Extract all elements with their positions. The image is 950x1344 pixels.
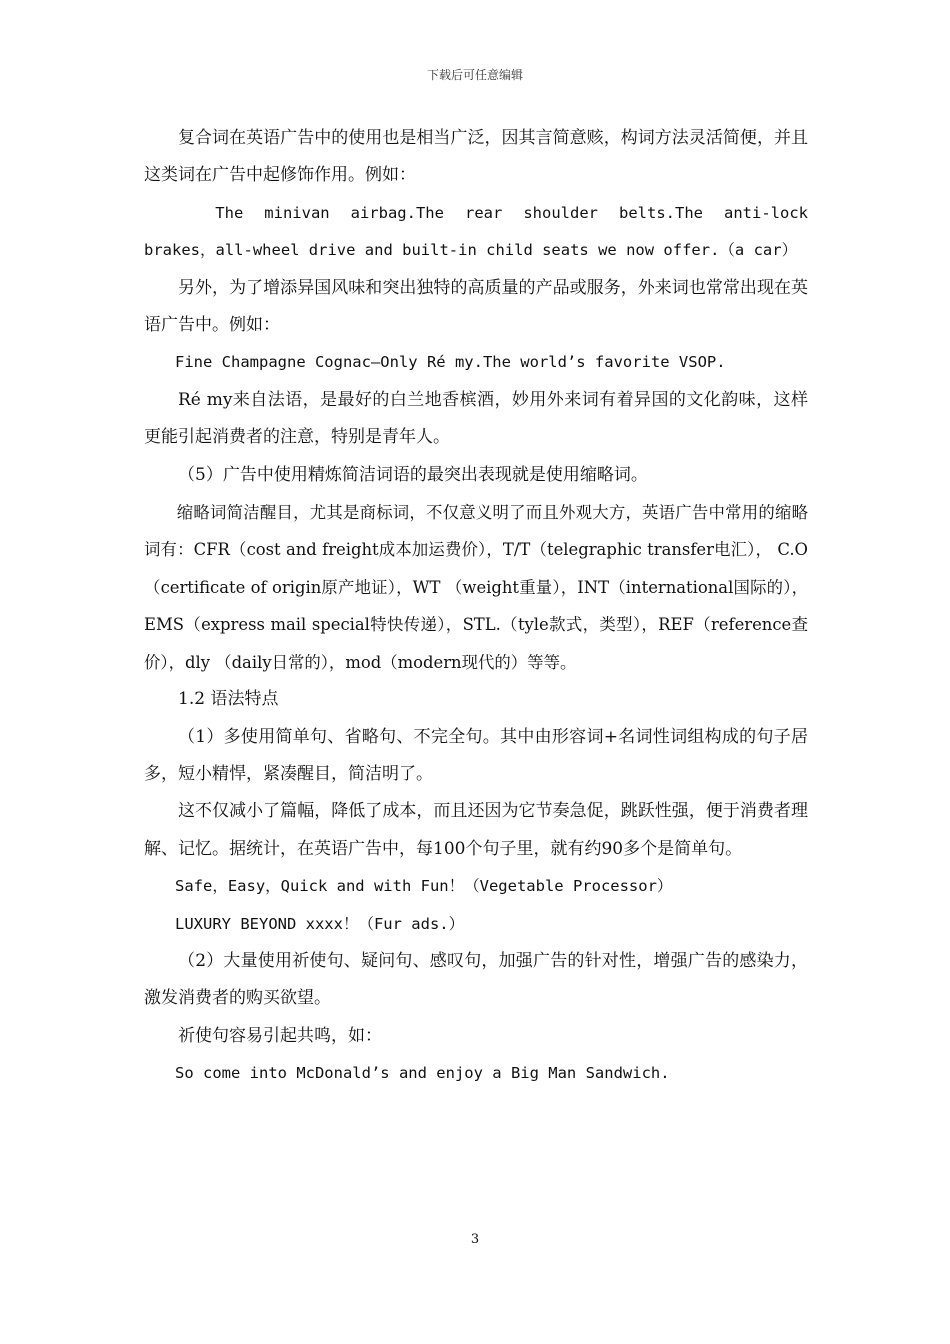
- paragraph-abbreviations-intro: （5）广告中使用精炼简洁词语的最突出表现就是使用缩略词。: [178, 464, 648, 485]
- section-heading-grammar: 1.2 语法特点: [178, 689, 279, 710]
- paragraph-abbreviations-list: 缩略词简洁醒目，尤其是商标词，不仅意义明了而且外观大方，英语广告中常用的缩略词有：CFR（cost and freight成本加运费价），T/T（telegraphic transfer电汇）， C.O（certificate of origin原产地证），WT （weight重量），INT（international国际的）， EMS（express mail special特快传递），STL.（tyle款式，类型），REF（reference查价），dly （daily日常的），mod（modern现代的）等等。: [144, 503, 808, 672]
- paragraph-compound-words: 复合词在英语广告中的使用也是相当广泛，因其言简意赅，构词方法灵活简便，并且这类词在广告中起修饰作用。例如：: [144, 128, 808, 186]
- document-body: [144, 120, 808, 1093]
- paragraph-remy: Ré my来自法语，是最好的白兰地香槟酒，妙用外来词有着异国的文化韵味，这样更能引起消费者的注意，特别是青年人。: [144, 389, 808, 448]
- example-cognac: Fine Champagne Cognac—Only Ré my.The world’s favorite VSOP.: [175, 353, 726, 372]
- paragraph-imperative-example-intro: 祈使句容易引起共鸣，如：: [178, 1025, 382, 1046]
- example-vegetable-processor: Safe，Easy，Quick and with Fun！（Vegetable Processor）: [175, 877, 673, 896]
- example-mcdonalds: So come into McDonald’s and enjoy a Big Man Sandwich.: [175, 1064, 670, 1083]
- paragraph-loanwords: 另外，为了增添异国风味和突出独特的高质量的产品或服务，外来词也常常出现在英语广告中。例如：: [144, 277, 808, 336]
- paragraph-simple-sentences: （1）多使用简单句、省略句、不完全句。其中由形容词+名词性词组构成的句子居多，短小精悍，紧凑醒目，简洁明了。: [144, 726, 808, 784]
- paragraph-statistics: 这不仅减小了篇幅，降低了成本，而且还因为它节奏急促，跳跃性强，便于消费者理解、记忆。据统计，在英语广告中，每100个句子里，就有约90多个是简单句。: [144, 801, 808, 859]
- example-fur-ads: LUXURY BEYOND xxxx！（Fur ads.）: [175, 914, 465, 933]
- paragraph-imperatives: （2）大量使用祈使句、疑问句、感叹句，加强广告的针对性，增强广告的感染力，激发消费者的购买欲望。: [144, 950, 808, 1009]
- example-minivan: The minivan airbag.The rear shoulder belts.The anti-lock brakes，all-wheel drive and built-in child seats we now offer.（a car）: [144, 203, 808, 260]
- page-number: 3: [470, 1232, 480, 1247]
- page-header: 下载后可任意编辑: [426, 68, 523, 82]
